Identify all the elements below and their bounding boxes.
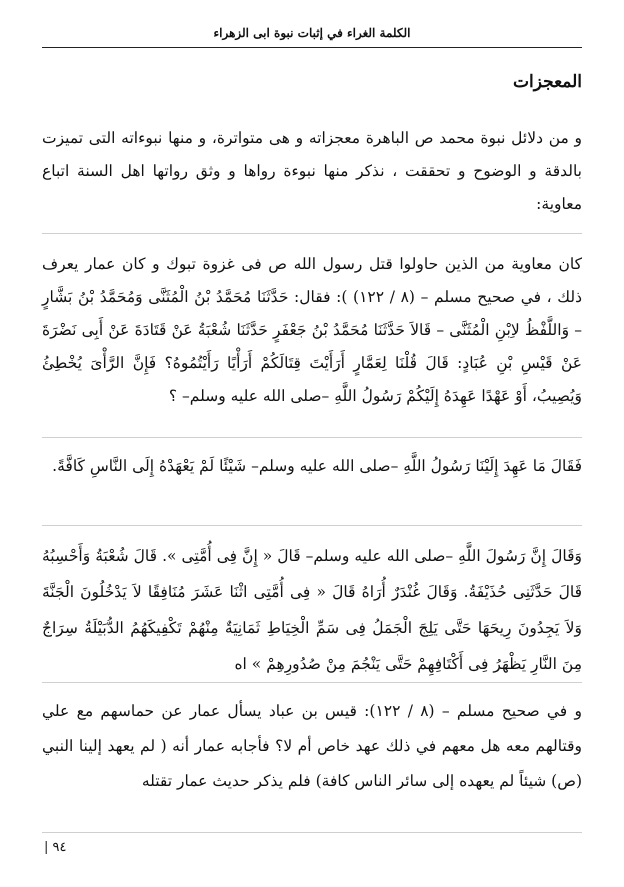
paragraph-divider [42, 682, 582, 683]
section-title: المعجزات [512, 72, 582, 92]
paragraph-divider [42, 233, 582, 234]
paragraph-divider [42, 437, 582, 438]
paragraph-hadith-chain: كان معاوية من الذين حاولوا قتل رسول الله ص فى غزوة تبوك و كان عمار يعرف ذلك ، ‌في صحيح مسلم – (٨ / ١٢٢) ): فقال: حَدَّثَنَا مُحَمَّدُ بْنُ الْمُثَنَّى وَمُحَمَّدُ بْنُ بَشَّارٍ – وَاللَّفْظُ لاِبْنِ الْمُثَنَّى – قَالاَ حَدَّثَنَا مُحَمَّدُ بْنُ جَعْفَرٍ حَدَّثَنَا شُعْبَةُ عَنْ قَتَادَةَ عَنْ أَبِى نَضْرَةَ عَنْ قَيْسِ بْنِ عُبَادٍ: قَالَ قُلْنَا لِعَمَّارٍ أَرَأَيْتَ قِتَالَكُمْ أَرَأْيًا رَأَيْتُمُوهُ؟ فَإِنَّ الرَّأْىَ يُخْطِئُ وَيُصِيبُ، أَوْ عَهْدًا عَهِدَهُ إِلَيْكُمْ رَسُولُ اللَّهِ –صلى الله عليه وسلم– ؟ [42, 255, 583, 405]
paragraph-commentary: و في صحيح مسلم – (٨ / ١٢٢): قيس بن عباد يسأل عمار عن حماسهم مع علي وقتالهم معه هل معهم في ذلك عهد خاص أم لا؟ فأجابه عمار أنه ( لم يعهد إلينا النبي (ص) شيئاً لم يعهده إلى سائر الناس كافة) فلم يذكر حديث عمار تقتله [42, 702, 582, 790]
paragraph-ammar-answer: فَقَالَ مَا عَهِدَ إِلَيْنَا رَسُولُ اللَّهِ –صلى الله عليه وسلم– شَيْئًا لَمْ يَعْهَدْهُ إِلَى النَّاسِ كَافَّةً. [52, 457, 582, 475]
header-divider [42, 47, 582, 48]
paragraph-intro: و من دلائل نبوة محمد ص الباهرة معجزاته و هى متواترة، و منها نبوءاته التى تميزت بالدقة و الوضوح و تحققت ، نذكر منها نبوءة رواها و وثق رواتها اهل السنة اتباع معاوية: [42, 129, 582, 213]
running-header-title: الكلمة الغراء في إثبات نبوة ابى الزهراء [213, 26, 411, 40]
paragraph-hypocrites-hadith: وَقَالَ إِنَّ رَسُولَ اللَّهِ –صلى الله عليه وسلم– قَالَ « إِنَّ فِى أُمَّتِى ». قَالَ شُعْبَةُ وَأَحْسِبُهُ قَالَ حَدَّثَنِى حُذَيْفَةُ. وَقَالَ غُنْدَرٌ أُرَاهُ قَالَ « فِى أُمَّتِى اثْنَا عَشَرَ مُنَافِقًا لاَ يَدْخُلُونَ الْجَنَّةَ وَلاَ يَجِدُونَ رِيحَهَا حَتَّى يَلِجَ الْجَمَلُ فِى سَمِّ الْخِيَاطِ ثَمَانِيَةٌ مِنْهُمْ تَكْفِيكَهُمُ الدُّبَيْلَةُ سِرَاجٌ مِنَ النَّارِ يَظْهَرُ فِى أَكْتَافِهِمْ حَتَّى يَنْجُمَ مِنْ صُدُورِهِمْ » اه [42, 547, 582, 673]
paragraph-divider [42, 525, 582, 526]
page-number: ٩٤ | [44, 840, 67, 855]
footer-divider [42, 832, 582, 833]
